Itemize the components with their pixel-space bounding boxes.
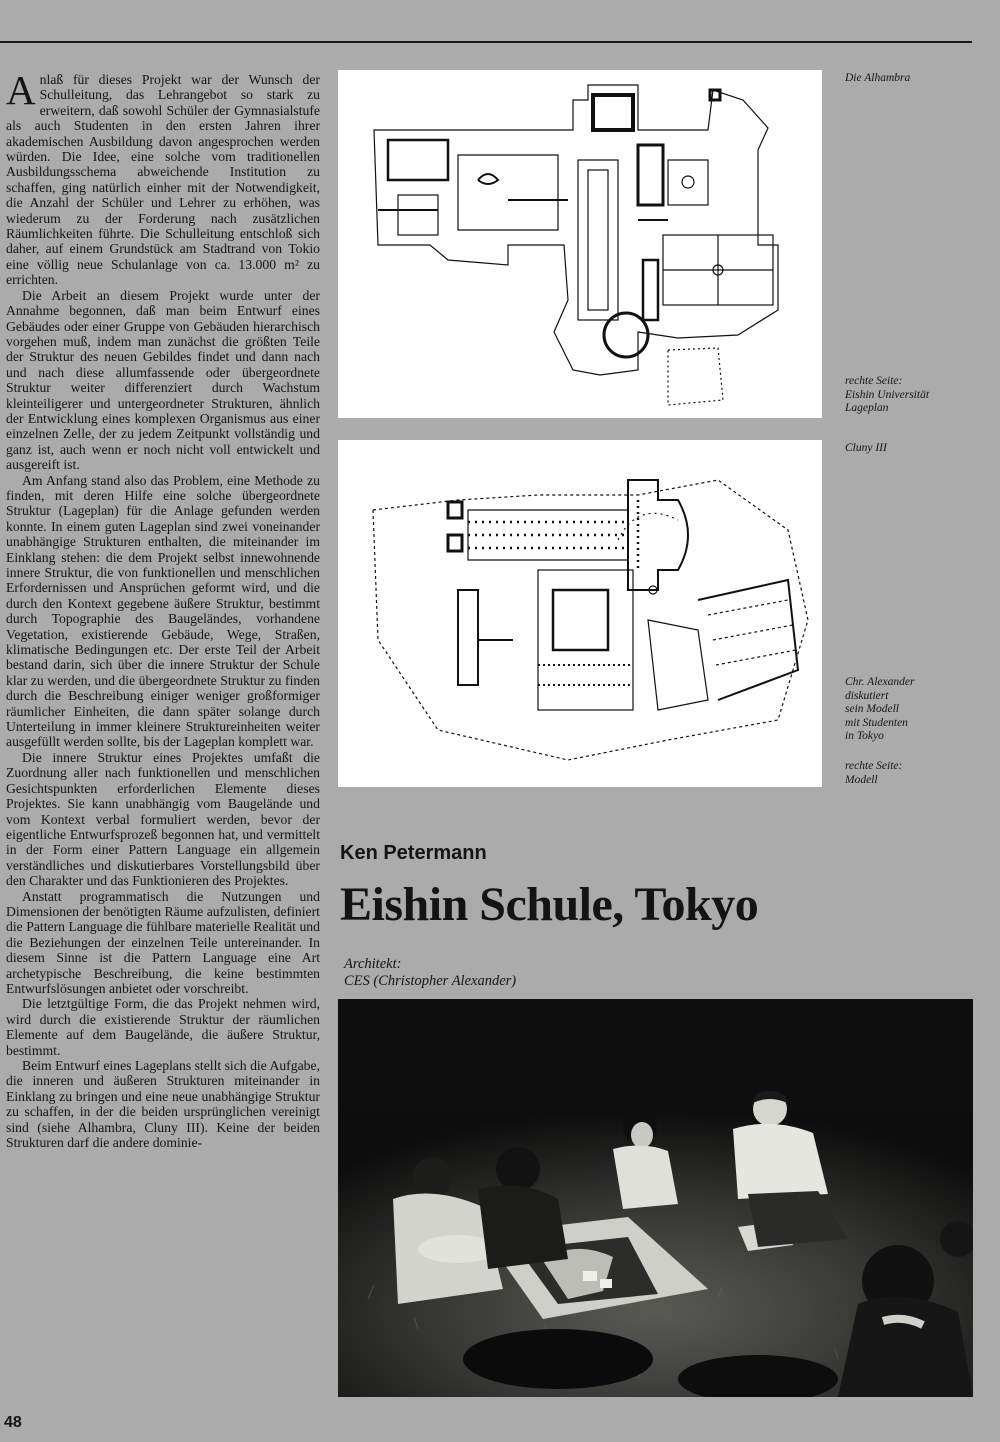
body-paragraph-text: nlaß für dieses Projekt war der Wunsch der Schulleitung, das Lehrangebot so stark zu erweitern, daß sowohl Schüler der Gymnasialstufe als auch Studenten in den ersten Jahren ihrer akademischen Ausbildung davon angesprochen werden würden. Die Idee, eine solche vom traditionellen Ausbildungsschema abweichende Institution zu schaffen, ging natürlich einher mit der Notwendigkeit, die Anzahl der Schüler und Lehrer zu erhöhen, was wiederum zu der Forderung nach zusätzlichen Räumlichkeiten führte. Die Schulleitung entschloß sich daher, auf einem Grundstück am Stadtrand von Tokio eine völlig neue Schulanlage von ca. 13.000 m² zu errichten. <box>6 72 320 288</box>
caption-line: in Tokyo <box>845 730 884 743</box>
caption-line: Eishin Universität <box>845 388 930 401</box>
body-text-column <box>6 72 320 1407</box>
body-paragraph: Am Anfang stand also das Problem, eine Methode zu finden, mit deren Hilfe eine solche übergeordnete Struktur (Lageplan) für die Anlage gefunden werden konnte. In einem guten Lageplan sind zwei voneinander unabhängige Strukturen enthalten, die miteinander im Einklang stehen: die dem Projekt selbst innewohnende innere Struktur, die von funktionellen und menschlichen Erfordernissen und Ansprüchen geformt wird, und die durch den Kontext gegebene äußere Struktur, bestimmt durch Topographie des Baugeländes, vorhandene Vegetation, existierende Gebäude, Wege, Straßen, klimatische Bedingungen etc. Der erste Teil der Arbeit bestand darin, sich über die innere Struktur der Schule klar zu werden, und die übergeordnete Struktur zu finden durch die Beschreibung einiger weniger großformiger räumlicher Einheiten, die dann später solange durch Unterteilung in immer kleinere Struktureinheiten weiter ausgefüllt werden sollte, bis der Lageplan komplett war. <box>6 472 320 750</box>
drop-cap: A <box>6 72 36 113</box>
article-author: Ken Petermann <box>340 842 487 864</box>
caption-cluny: Cluny III <box>845 442 887 454</box>
body-paragraph: Beim Entwurf eines Lageplans stellt sich die Aufgabe, die inneren und äußeren Strukturen miteinander in Einklang zu bringen und eine neue unabhängige Struktur zu schaffen, in der die beiden ursprünglichen vereinigt sind (siehe Alhambra, Cluny III). Keine der beiden Strukturen darf die andere dominie- <box>6 1058 320 1151</box>
caption-line: rechte Seite: <box>845 760 903 772</box>
caption-alhambra: Die Alhambra <box>845 72 911 84</box>
caption-line: Lageplan <box>845 402 889 415</box>
article-title: Eishin Schule, Tokyo <box>340 878 759 931</box>
cluny-plan-figure <box>338 440 822 787</box>
caption-model-reference <box>845 760 977 787</box>
body-paragraph: Die Arbeit an diesem Projekt wurde unter der Annahme begonnen, daß man beim Entwurf eines Gebäudes oder einer Gruppe von Gebäuden hierarchisch vorgehen muß, indem man zunächst die größten Teile der Struktur des neuen Gebildes findet und dann nach und nach diese allumfassende oder übergeordnete Struktur weiter differenziert durch Wachstum kleinteiligerer und untergeordneter Strukturen, ähnlich der Entwicklung eines komplexen Organismus aus einer einzelnen Zelle, der zu jedem Zeitpunkt vollständig und ganz ist, auch wenn er noch nicht voll entwickelt und ausgereift ist. <box>6 287 320 473</box>
architect-name: CES (Christopher Alexander) <box>344 973 517 989</box>
body-paragraph: Anstatt programmatisch die Nutzungen und Dimensionen der benötigten Räume aufzulisten, definiert die Pattern Language die fühlbare materielle Realität und die Beziehungen der einzelnen Teile untereinander. In diesem Sinne ist die Pattern Language eine Art archetypische Beschreibung, die keine bestimmten Entwurfslösungen anbietet oder vorschreibt. <box>6 888 320 996</box>
caption-line: diskutiert <box>845 689 889 702</box>
caption-line: Chr. Alexander <box>845 676 915 688</box>
page-number: 48 <box>4 1414 22 1431</box>
top-rule <box>0 41 972 43</box>
caption-line: mit Studenten <box>845 716 908 729</box>
caption-line: rechte Seite: <box>845 375 903 387</box>
caption-line: sein Modell <box>845 703 899 716</box>
body-paragraph <box>6 72 320 288</box>
caption-line: Modell <box>845 773 878 786</box>
caption-site-plan-reference <box>845 375 977 416</box>
caption-photo <box>845 676 977 744</box>
body-paragraph: Die innere Struktur eines Projektes umfaßt die Zuordnung aller nach funktionellen und menschlichen Gesichtspunkten erforderlichen Elemente dieses Projektes. Sie kann unabhängig vom Baugelände und vom Kontext verbal formuliert werden, bevor der eigentliche Entwurfsprozeß begonnen hat, und vermittelt in der Form einer Pattern Language ein allgemein verständliches und diskutierbares Vorstellungsbild über den Charakter und das Funktionieren des Projektes. <box>6 749 320 889</box>
architect-label: Architekt: <box>344 956 402 972</box>
group-discussion-photo <box>338 999 973 1397</box>
architect-credit <box>344 956 516 990</box>
body-paragraph: Die letztgültige Form, die das Projekt nehmen wird, wird durch die existierende Struktur der räumlichen Elemente auf dem Baugelände, die äußere Struktur, bestimmt. <box>6 996 320 1058</box>
alhambra-plan-figure <box>338 70 822 418</box>
